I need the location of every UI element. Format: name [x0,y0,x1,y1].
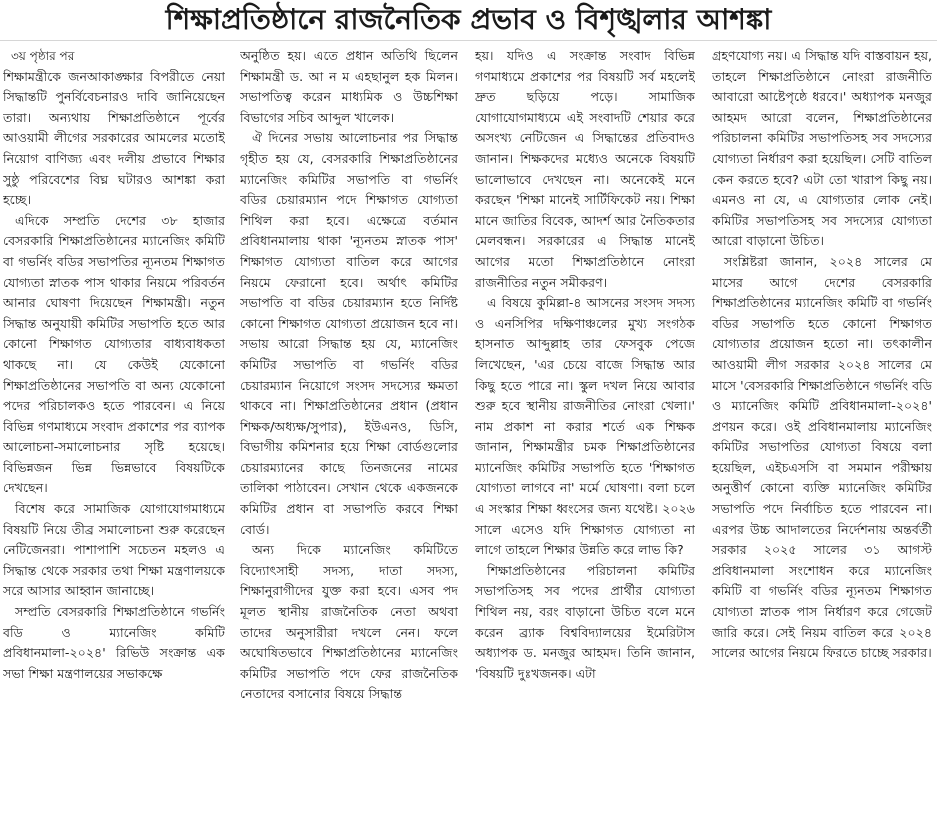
headline-divider [0,40,937,41]
article-column-2 [240,46,458,822]
paragraph: শিক্ষামন্ত্রীকে জনআকাঙ্ক্ষার বিপরীতে নেয়া সিদ্ধান্তটি পুনর্বিবেচনারও দাবি জানিয়েছেন তারা। অন্যথায় শিক্ষাপ্রতিষ্ঠানে পূর্বের আওয়ামী লীগের সরকারের আমলের মতোই নিয়োগ বাণিজ্য এবং দলীয় প্রভাবে শিক্ষার সুষ্ঠু পরিবেশের বিঘ্ন ঘটারও আশঙ্কা করা হচ্ছে। [3,68,225,208]
paragraph: অনুষ্ঠিত হয়। এতে প্রধান অতিথি ছিলেন শিক্ষামন্ত্রী ড. আ ন ম এহছানুল হক মিলন। সভাপতিত্ব করেন মাধ্যমিক ও উচ্চশিক্ষা বিভাগের সচিব আব্দুল খালেক। [240,48,458,125]
article-headline: শিক্ষাপ্রতিষ্ঠানে রাজনৈতিক প্রভাব ও বিশৃঙ্খলার আশঙ্কা [165,3,772,36]
paragraph: অন্য দিকে ম্যানেজিং কমিটিতে বিদ্যোৎসাহী সদস্য, দাতা সদস্য, শিক্ষানুরাগীদের যুক্ত করা হবে। এসব পদ মূলত স্থানীয় রাজনৈতিক নেতা অথবা তাদের অনুসারীরা দখলে নেন। ফলে অঘোষিতভাবে শিক্ষাপ্রতিষ্ঠানের ম্যানেজিং কমিটির সভাপতি পদে ফের রাজনৈতিক নেতাদের বসানোর বিষয়ে সিদ্ধান্ত [240,542,458,702]
paragraph: সংশ্লিষ্টরা জানান, ২০২৪ সালের মে মাসের আগে দেশের বেসরকারি শিক্ষাপ্রতিষ্ঠানের ম্যানেজিং কমিটি বা গভর্নিং বডির সভাপতি হতে কোনো শিক্ষাগত যোগ্যতার প্রয়োজন হতো না। তৎকালীন আওয়ামী লীগ সরকার ২০২৪ সালের মে মাসে 'বেসরকারি শিক্ষাপ্রতিষ্ঠানে গভর্নিং বডি ও ম্যানেজিং কমিটি প্রবিধানমালা-২০২৪' প্রণয়ন করে। ওই প্রবিধানমালায় ম্যানেজিং কমিটির সভাপতির যোগ্যতা বিষয়ে বলা হয়েছিল, এইচএসসি বা সমমান পরীক্ষায় অনুত্তীর্ণ কোনো ব্যক্তি ম্যানেজিং কমিটির সভাপতি পদে নির্বাচিত হতে পারবেন না। এরপর উচ্চ আদালতের নির্দেশনায় অন্তর্বর্তী সরকার ২০২৫ সালের ৩১ আগস্ট প্রবিধানমালা সংশোধন করে ম্যানেজিং কমিটি বা গভর্নিং বডির ন্যূনতম শিক্ষাগত যোগ্যতা স্নাতক পাস নির্ধারণ করে গেজেট জারি করে। সেই নিয়ম বাতিল করে ২০২৪ সালের আগের নিয়মে ফিরতে চাচ্ছে সরকার। [712,253,932,661]
paragraph: বিশেষ করে সামাজিক যোগাযোগমাধ্যমে বিষয়টি নিয়ে তীব্র সমালোচনা শুরু করেছেন নেটিজেনরা। পাশাপাশি সচেতন মহলও এ সিদ্ধান্ত থেকে সরকার তথা শিক্ষা মন্ত্রণালয়কে সরে আসার আহ্বান জানাচ্ছে। [3,501,225,599]
paragraph: এদিকে সম্প্রতি দেশের ৩৮ হাজার বেসরকারি শিক্ষাপ্রতিষ্ঠানের ম্যানেজিং কমিটি বা গভর্নিং বডির সভাপতির ন্যূনতম শিক্ষাগত যোগ্যতা স্নাতক পাস থাকার নিয়মে পরিবর্তন আনার ঘোষণা দিয়েছেন শিক্ষামন্ত্রী। নতুন সিদ্ধান্ত অনুযায়ী কমিটির সভাপতি হতে আর কোনো শিক্ষাগত যোগ্যতার বাধ্যবাধকতা থাকছে না। যে কেউই যেকোনো শিক্ষাপ্রতিষ্ঠানের সভাপতি বা অন্য যেকোনো পদের পরিচালকও হতে পারবেন। এ নিয়ে বিভিন্ন গণমাধ্যমে সংবাদ প্রকাশের পর ব্যাপক আলোচনা-সমালোচনার সৃষ্টি হয়েছে। বিভিন্নজন ভিন্ন ভিন্নভাবে বিষয়টিকে দেখছেন। [3,212,225,496]
paragraph: সম্প্রতি বেসরকারি শিক্ষাপ্রতিষ্ঠানে গভর্নিং বডি ও ম্যানেজিং কমিটি প্রবিধানমালা-২০২৪' রিভিউ সংক্রান্ত এক সভা শিক্ষা মন্ত্রণালয়ের সভাকক্ষে [3,604,225,681]
article-column-4 [712,46,932,822]
continuation-note: ৩য় পৃষ্ঠার পর [11,49,75,63]
paragraph: হয়। যদিও এ সংক্রান্ত সংবাদ বিভিন্ন গণমাধ্যমে প্রকাশের পর বিষয়টি সর্ব মহলেই দ্রুত ছড়িয়ে পড়ে। সামাজিক যোগাযোগমাধ্যমে এই সংবাদটি শেয়ার করে অসংখ্য নেটিজেন এ সিদ্ধান্তের প্রতিবাদও জানান। শিক্ষকদের মধ্যেও অনেকে বিষয়টি ভালোভাবে দেখছেন না। অনেকেই মনে করছেন 'শিক্ষা মানেই সার্টিফিকেট নয়। শিক্ষা মানে জাতির বিবেক, আদর্শ আর নৈতিকতার মেলবন্ধন। সরকারের এ সিদ্ধান্ত মানেই আগের মতো শিক্ষাপ্রতিষ্ঠানে নোংরা রাজনীতির নতুন সমীকরণ। [475,48,695,290]
article-column-1 [3,46,225,822]
paragraph: ঐ দিনের সভায় আলোচনার পর সিদ্ধান্ত গৃহীত হয় যে, বেসরকারি শিক্ষাপ্রতিষ্ঠানের ম্যানেজিং কমিটির সভাপতি বা গভর্নিং বডির চেয়ারম্যান পদে শিক্ষাগত যোগ্যতা শিথিল করা হবে। এক্ষেত্রে বর্তমান প্রবিধানমালায় থাকা 'ন্যূনতম স্নাতক পাস' শিক্ষাগত যোগ্যতা বাতিল করে আগের নিয়মে ফেরানো হবে। অর্থাৎ কমিটির সভাপতি বা বডির চেয়ারম্যান হতে নির্দিষ্ট কোনো শিক্ষাগত যোগ্যতা প্রয়োজন হবে না। সভায় আরো সিদ্ধান্ত হয় যে, ম্যানেজিং কমিটির সভাপতি বা গভর্নিং বডির চেয়ারম্যান নিয়োগে সংসদ সদস্যের ক্ষমতা থাকবে না। শিক্ষাপ্রতিষ্ঠানের প্রধান (প্রধান শিক্ষক/অধ্যক্ষ/সুপার), ইউএনও, ডিসি, বিভাগীয় কমিশনার হয়ে শিক্ষা বোর্ডগুলোর চেয়ারম্যানের কাছে তিনজনের নামের তালিকা পাঠাবেন। সেখান থেকে একজনকে কমিটির প্রধান বা সভাপতি করবে শিক্ষা বোর্ড। [240,130,458,537]
paragraph: শিক্ষাপ্রতিষ্ঠানের পরিচালনা কমিটির সভাপতিসহ সব পদের প্রার্থীর যোগ্যতা শিথিল নয়, বরং বাড়ানো উচিত বলে মনে করেন ব্র্যাক বিশ্ববিদ্যালয়ের ইমেরিটাস অধ্যাপক ড. মনজুর আহমদ। তিনি জানান, 'বিষয়টি দুঃখজনক। এটা [475,562,695,681]
paragraph: গ্রহণযোগ্য নয়। এ সিদ্ধান্ত যদি বাস্তবায়ন হয়, তাহলে শিক্ষাপ্রতিষ্ঠানে নোংরা রাজনীতি আবারো আষ্টেপৃষ্ঠে ধরবে।' অধ্যাপক মনজুর আহমদ আরো বলেন, শিক্ষাপ্রতিষ্ঠানের পরিচালনা কমিটির সভাপতিসহ সব সদস্যের যোগ্যতা নির্ধারণ করা হয়েছিল। সেটি বাতিল কেন করতে হবে? এটা তো খারাপ কিছু নয়। এমনও না যে, এ যোগ্যতার লোক নেই। কমিটির সভাপতিসহ সব সদস্যের যোগ্যতা আরো বাড়ানো উচিত। [712,48,932,249]
paragraph: এ বিষয়ে কুমিল্লা-৪ আসনের সংসদ সদস্য ও এনসিপির দক্ষিণাঞ্চলের মুখ্য সংগঠক হাসনাত আব্দুল্লাহ তার ফেসবুক পেজে লিখেছেন, 'এর চেয়ে বাজে সিদ্ধান্ত আর কিছু হতে পারে না। স্কুল দখল নিয়ে আবার শুরু হবে স্থানীয় রাজনীতির নোংরা খেলা।' নাম প্রকাশ না করার শর্তে এক শিক্ষক জানান, শিক্ষামন্ত্রীর চমক শিক্ষাপ্রতিষ্ঠানের ম্যানেজিং কমিটির সভাপতি হতে 'শিক্ষাগত যোগ্যতা লাগবে না' মর্মে ঘোষণা। বলা চলে এ সংস্কার শিক্ষা ধ্বংসের জন্য যথেষ্ট। ২০২৬ সালে এসেও যদি শিক্ষাগত যোগ্যতা না লাগে তাহলে শিক্ষার উন্নতি করে লাভ কি? [475,295,695,558]
article-column-3 [475,46,695,822]
